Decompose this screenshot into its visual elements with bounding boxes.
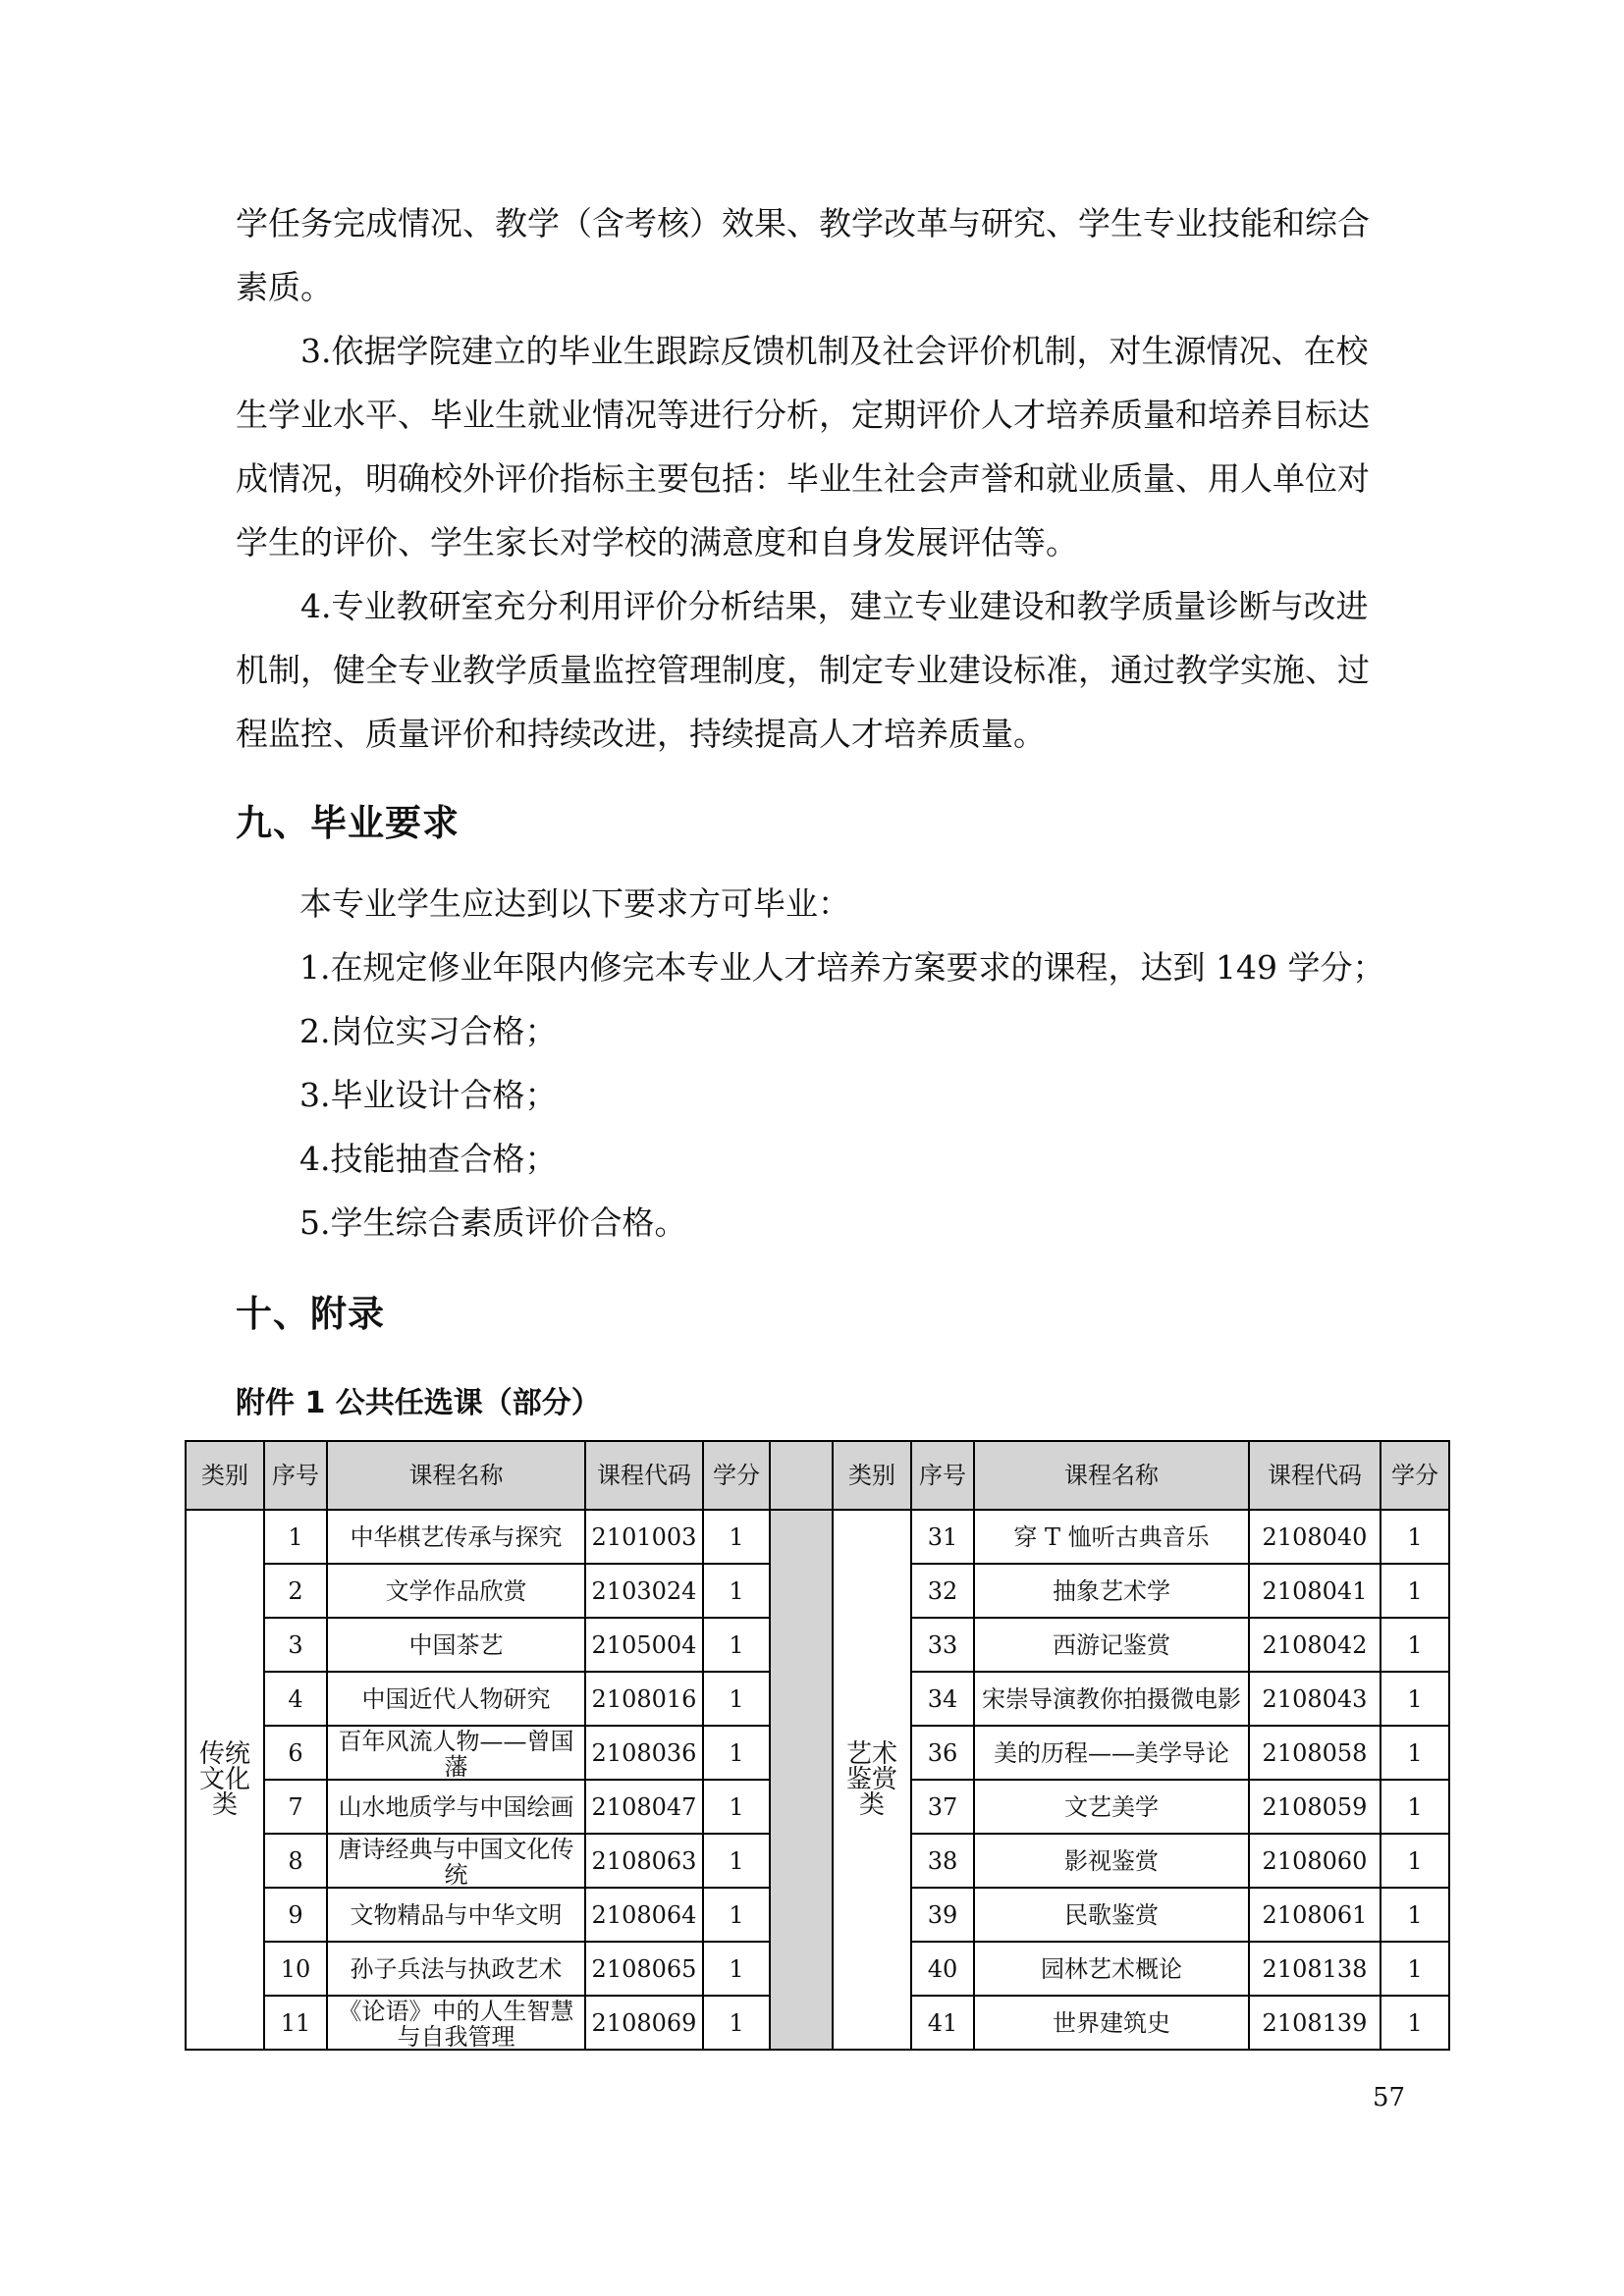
course-name: 中华棋艺传承与探究 <box>327 1510 585 1564</box>
course-credits: 1 <box>1380 1564 1449 1618</box>
course-number: 1 <box>264 1510 327 1564</box>
course-code: 2108065 <box>585 1942 703 1996</box>
header-course-name: 课程名称 <box>327 1441 585 1510</box>
header-number: 序号 <box>264 1441 327 1510</box>
course-number: 34 <box>911 1672 974 1726</box>
header-number: 序号 <box>911 1441 974 1510</box>
text-line: 学任务完成情况、教学（含考核）效果、教学改革与研究、学生专业技能和综合 <box>236 204 1370 242</box>
course-number: 40 <box>911 1942 974 1996</box>
header-course-code: 课程代码 <box>585 1441 703 1510</box>
course-code: 2108060 <box>1249 1834 1380 1888</box>
course-credits: 1 <box>703 1888 770 1942</box>
course-credits: 1 <box>1380 1672 1449 1726</box>
course-credits: 1 <box>1380 1888 1449 1942</box>
course-name: 影视鉴赏 <box>974 1834 1249 1888</box>
course-name: 宋崇导演教你拍摄微电影 <box>974 1672 1249 1726</box>
paragraph-graduate-feedback <box>236 319 1394 574</box>
header-course-name: 课程名称 <box>974 1441 1249 1510</box>
course-code: 2108042 <box>1249 1618 1380 1672</box>
course-name: 文艺美学 <box>974 1780 1249 1834</box>
course-code: 2108139 <box>1249 1996 1380 2050</box>
course-code: 2101003 <box>585 1510 703 1564</box>
course-name: 世界建筑史 <box>974 1996 1249 2050</box>
text-line: 学生的评价、学生家长对学校的满意度和自身发展评估等。 <box>236 523 1078 561</box>
course-code: 2108138 <box>1249 1942 1380 1996</box>
requirement-item: 4.技能抽查合格； <box>299 1140 558 1178</box>
header-credits: 学分 <box>703 1441 770 1510</box>
course-number: 36 <box>911 1726 974 1780</box>
course-number: 37 <box>911 1780 974 1834</box>
course-credits: 1 <box>703 1996 770 2050</box>
course-number: 10 <box>264 1942 327 1996</box>
text-line: 机制，健全专业教学质量监控管理制度，制定专业建设标准，通过教学实施、过 <box>236 651 1370 689</box>
course-number: 3 <box>264 1618 327 1672</box>
course-name: 园林艺术概论 <box>974 1942 1249 1996</box>
course-number: 9 <box>264 1888 327 1942</box>
table-gap-column <box>770 1510 833 2050</box>
course-credits: 1 <box>1380 1780 1449 1834</box>
course-code: 2108047 <box>585 1780 703 1834</box>
course-credits: 1 <box>703 1942 770 1996</box>
course-name: 中国近代人物研究 <box>327 1672 585 1726</box>
text-line: 程监控、质量评价和持续改进，持续提高人才培养质量。 <box>236 715 1046 753</box>
course-credits: 1 <box>703 1564 770 1618</box>
course-credits: 1 <box>703 1780 770 1834</box>
section-heading-appendix: 十、附录 <box>236 1293 385 1335</box>
course-code: 2108064 <box>585 1888 703 1942</box>
course-name: 文物精品与中华文明 <box>327 1888 585 1942</box>
course-number: 41 <box>911 1996 974 2050</box>
header-credits: 学分 <box>1380 1441 1449 1510</box>
course-credits: 1 <box>1380 1996 1449 2050</box>
course-credits: 1 <box>703 1834 770 1888</box>
course-number: 33 <box>911 1618 974 1672</box>
course-name: 百年风流人物——曾国藩 <box>327 1726 585 1780</box>
course-name: 孙子兵法与执政艺术 <box>327 1942 585 1996</box>
course-name: 山水地质学与中国绘画 <box>327 1780 585 1834</box>
requirement-item: 1.在规定修业年限内修完本专业人才培养方案要求的课程，达到 149 学分； <box>299 948 1385 987</box>
course-number: 31 <box>911 1510 974 1564</box>
section-heading-graduation-requirements: 九、毕业要求 <box>236 802 460 844</box>
paragraph-teaching-quality <box>236 191 1394 319</box>
elective-course-table <box>185 1440 1450 2051</box>
course-code: 2108061 <box>1249 1888 1380 1942</box>
text-line: 3.依据学院建立的毕业生跟踪反馈机制及社会评价机制，对生源情况、在校 <box>300 332 1369 370</box>
table-gap-column <box>770 1441 833 1510</box>
course-code: 2108058 <box>1249 1726 1380 1780</box>
course-number: 4 <box>264 1672 327 1726</box>
course-code: 2108063 <box>585 1834 703 1888</box>
course-number: 39 <box>911 1888 974 1942</box>
course-code: 2103024 <box>585 1564 703 1618</box>
course-credits: 1 <box>1380 1834 1449 1888</box>
category-cell-traditional-culture: 传统文化类 <box>186 1510 264 2050</box>
course-name: 穿 T 恤听古典音乐 <box>974 1510 1249 1564</box>
course-credits: 1 <box>703 1618 770 1672</box>
table-row <box>186 1510 1449 1564</box>
course-code: 2108041 <box>1249 1564 1380 1618</box>
course-credits: 1 <box>703 1510 770 1564</box>
course-number: 6 <box>264 1726 327 1780</box>
course-code: 2108040 <box>1249 1510 1380 1564</box>
course-credits: 1 <box>1380 1618 1449 1672</box>
header-course-code: 课程代码 <box>1249 1441 1380 1510</box>
text-line: 4.专业教研室充分利用评价分析结果，建立专业建设和教学质量诊断与改进 <box>300 587 1369 625</box>
category-cell-art-appreciation: 艺术鉴赏类 <box>833 1510 911 2050</box>
course-number: 11 <box>264 1996 327 2050</box>
course-code: 2108036 <box>585 1726 703 1780</box>
course-code: 2108059 <box>1249 1780 1380 1834</box>
requirement-item: 3.毕业设计合格； <box>299 1076 558 1114</box>
course-code: 2105004 <box>585 1618 703 1672</box>
course-credits: 1 <box>703 1726 770 1780</box>
course-code: 2108016 <box>585 1672 703 1726</box>
table-header-row <box>186 1441 1449 1510</box>
requirements-intro: 本专业学生应达到以下要求方可毕业： <box>299 884 850 923</box>
text-line: 成情况，明确校外评价指标主要包括：毕业生社会声誉和就业质量、用人单位对 <box>236 459 1370 498</box>
table-title: 附件 1 公共任选课（部分） <box>236 1386 601 1420</box>
course-credits: 1 <box>1380 1942 1449 1996</box>
course-number: 8 <box>264 1834 327 1888</box>
course-name: 文学作品欣赏 <box>327 1564 585 1618</box>
requirement-item: 2.岗位实习合格； <box>299 1012 558 1050</box>
course-name: 西游记鉴赏 <box>974 1618 1249 1672</box>
text-line: 生学业水平、毕业生就业情况等进行分析，定期评价人才培养质量和培养目标达 <box>236 396 1370 434</box>
text-line: 素质。 <box>236 268 333 306</box>
course-number: 32 <box>911 1564 974 1618</box>
course-name: 《论语》中的人生智慧与自我管理 <box>327 1996 585 2050</box>
course-name: 唐诗经典与中国文化传统 <box>327 1834 585 1888</box>
course-credits: 1 <box>1380 1510 1449 1564</box>
header-category: 类别 <box>186 1441 264 1510</box>
course-name: 民歌鉴赏 <box>974 1888 1249 1942</box>
requirement-item: 5.学生综合素质评价合格。 <box>299 1203 687 1242</box>
course-code: 2108043 <box>1249 1672 1380 1726</box>
course-number: 7 <box>264 1780 327 1834</box>
header-category: 类别 <box>833 1441 911 1510</box>
course-code: 2108069 <box>585 1996 703 2050</box>
course-number: 2 <box>264 1564 327 1618</box>
course-number: 38 <box>911 1834 974 1888</box>
course-name: 抽象艺术学 <box>974 1564 1249 1618</box>
course-name: 中国茶艺 <box>327 1618 585 1672</box>
page-number: 57 <box>1373 2083 1406 2112</box>
course-credits: 1 <box>1380 1726 1449 1780</box>
course-name: 美的历程——美学导论 <box>974 1726 1249 1780</box>
course-credits: 1 <box>703 1672 770 1726</box>
paragraph-quality-improvement <box>236 574 1394 766</box>
